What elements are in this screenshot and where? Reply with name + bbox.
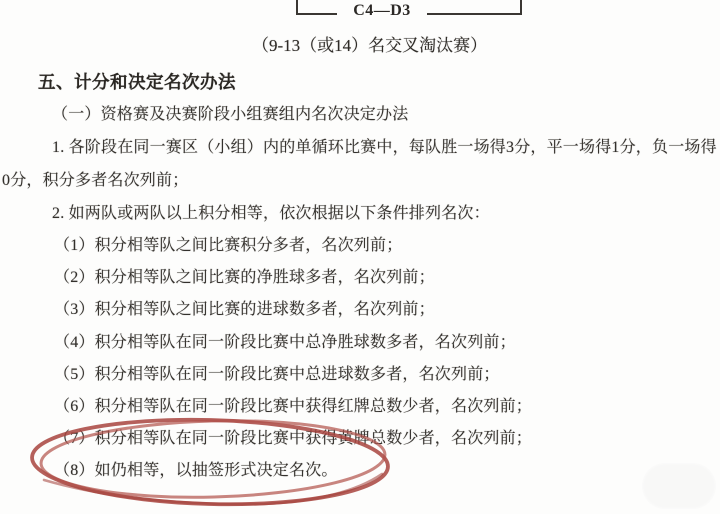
bracket-match-label: C4—D3	[353, 2, 411, 19]
rule-scoring-line2: 0分，积分多者名次列前；	[2, 172, 189, 189]
watermark	[642, 463, 716, 509]
tiebreak-item-3: （3）积分相等队之间比赛的进球数多者，名次列前；	[54, 301, 435, 318]
section-heading: 五、计分和决定名次办法	[38, 72, 236, 92]
bracket-right-line	[520, 0, 522, 14]
bracket-horizontal-left-line	[296, 13, 337, 15]
bracket-horizontal-right-line	[427, 13, 522, 15]
tiebreak-item-8: （8）如仍相等，以抽签形式决定名次。	[54, 462, 338, 479]
bracket-caption: （9-13（或14）名交叉淘汰赛）	[252, 36, 488, 55]
bracket-left-line	[296, 0, 298, 14]
tiebreak-item-6: （6）积分相等队在同一阶段比赛中获得红牌总数少者，名次列前；	[54, 398, 533, 415]
tiebreak-item-7: （7）积分相等队在同一阶段比赛中获得黄牌总数少者，名次列前；	[54, 430, 533, 447]
rule-scoring-line1: 1. 各阶段在同一赛区（小组）内的单循环比赛中，每队胜一场得3分，平一场得1分，负一场得	[52, 139, 717, 156]
subsection-heading: （一）资格赛及决赛阶段小组赛组内名次决定办法	[52, 106, 409, 123]
tiebreak-intro: 2. 如两队或两队以上积分相等，依次根据以下条件排列名次：	[52, 205, 490, 222]
tiebreak-item-4: （4）积分相等队在同一阶段比赛中总净胜球数多者，名次列前；	[54, 334, 516, 351]
tiebreak-item-1: （1）积分相等队之间比赛积分多者，名次列前；	[54, 237, 403, 254]
tiebreak-item-5: （5）积分相等队在同一阶段比赛中总进球数多者，名次列前；	[54, 366, 500, 383]
tiebreak-item-2: （2）积分相等队之间比赛的净胜球多者，名次列前；	[54, 269, 435, 286]
